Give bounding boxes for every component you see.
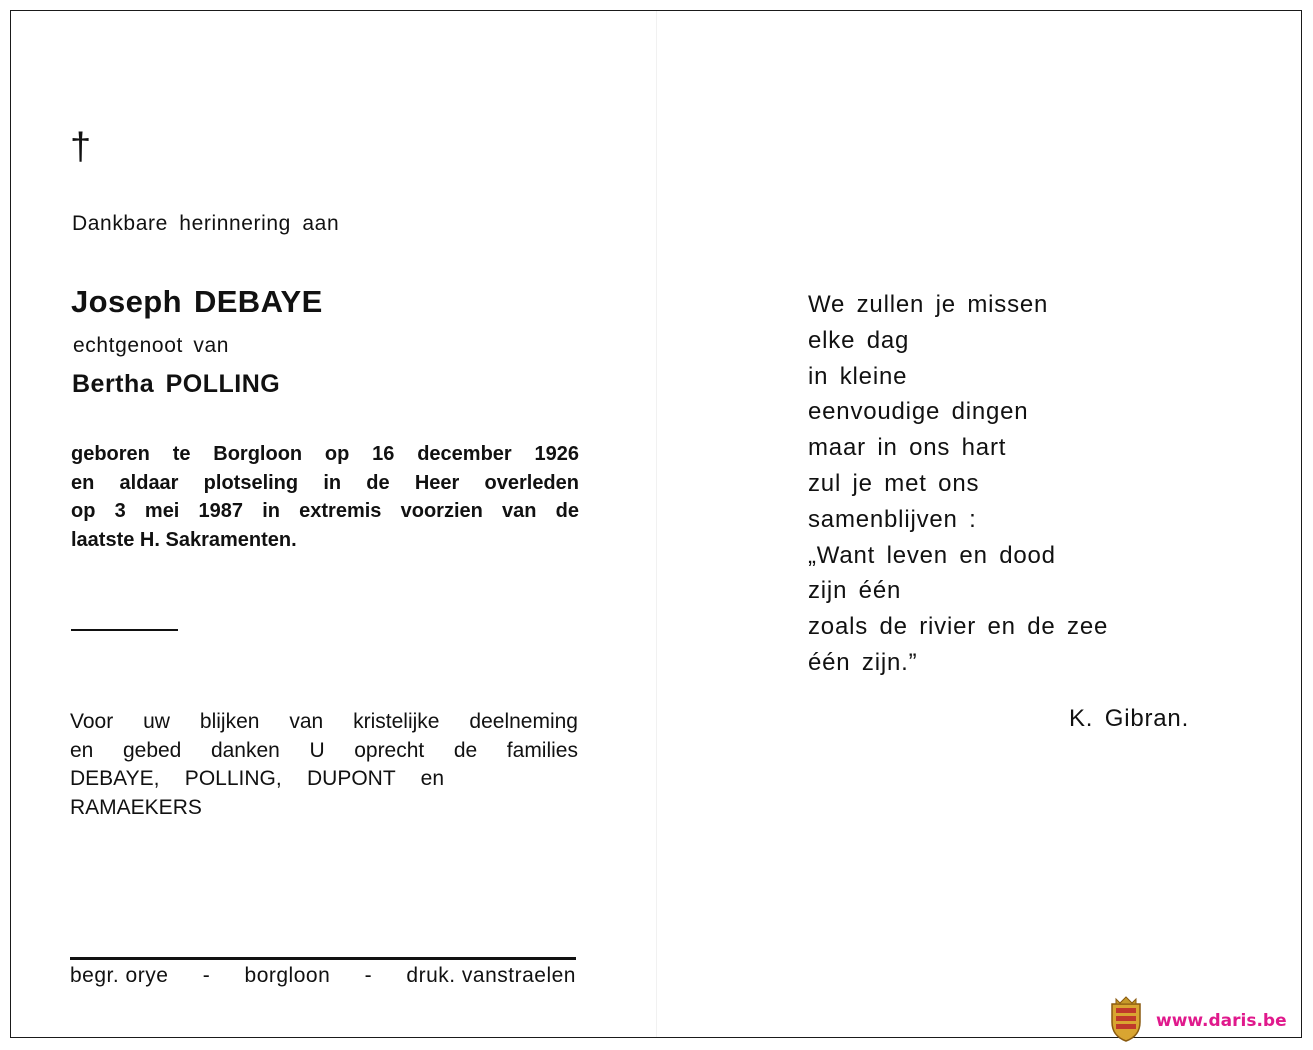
poem-author: K. Gibran. <box>1069 705 1190 732</box>
thanks-line: Voor uw blijken van kristelijke deelneming <box>70 710 578 733</box>
intro-text: Dankbare herinnering aan <box>72 212 340 235</box>
bio-line: geboren te Borgloon op 16 december 1926 <box>71 443 579 465</box>
printer-part: druk. vanstraelen <box>406 964 576 987</box>
deceased-name: Joseph DEBAYE <box>71 284 323 319</box>
poem-line: zoals de rivier en de zee <box>808 613 1109 641</box>
fold-line <box>656 11 657 1037</box>
poem-line: We zullen je missen <box>808 291 1049 318</box>
biography <box>71 440 579 554</box>
coat-of-arms-icon <box>1108 996 1144 1042</box>
bio-line: en aldaar plotseling in de Heer overleden <box>71 471 579 494</box>
printer-separator: - <box>364 964 373 987</box>
poem-line: één zijn.” <box>808 648 918 676</box>
poem-line: samenblijven : <box>808 505 977 533</box>
divider-long <box>70 957 576 960</box>
poem-line: maar in ons hart <box>808 434 1007 462</box>
spouse-label: echtgenoot van <box>73 334 230 357</box>
cross-icon: † <box>70 126 92 168</box>
thanks-line: RAMAEKERS <box>70 795 202 819</box>
poem-line: eenvoudige dingen <box>808 398 1029 426</box>
thanks-line: DEBAYE, POLLING, DUPONT en <box>70 767 444 790</box>
poem-line: elke dag <box>808 326 910 354</box>
printer-credit <box>70 964 576 988</box>
poem-line: „Want leven en dood <box>808 541 1056 569</box>
bio-line: laatste H. Sakramenten. <box>71 528 297 551</box>
printer-part: begr. orye <box>70 964 169 987</box>
poem-line: in kleine <box>808 362 908 390</box>
spouse-name: Bertha POLLING <box>72 370 281 398</box>
poem <box>808 287 1108 681</box>
printer-separator: - <box>202 964 211 987</box>
thanks-line: en gebed danken U oprecht de families <box>70 738 578 762</box>
poem-line: zul je met ons <box>808 469 980 497</box>
thanks-text <box>70 708 578 822</box>
printer-part: borgloon <box>244 964 331 987</box>
poem-line: zijn één <box>808 577 902 605</box>
divider-short <box>71 629 178 631</box>
bio-line: op 3 mei 1987 in extremis voorzien van de <box>71 500 579 522</box>
watermark-site[interactable]: www.daris.be <box>1156 1011 1287 1031</box>
